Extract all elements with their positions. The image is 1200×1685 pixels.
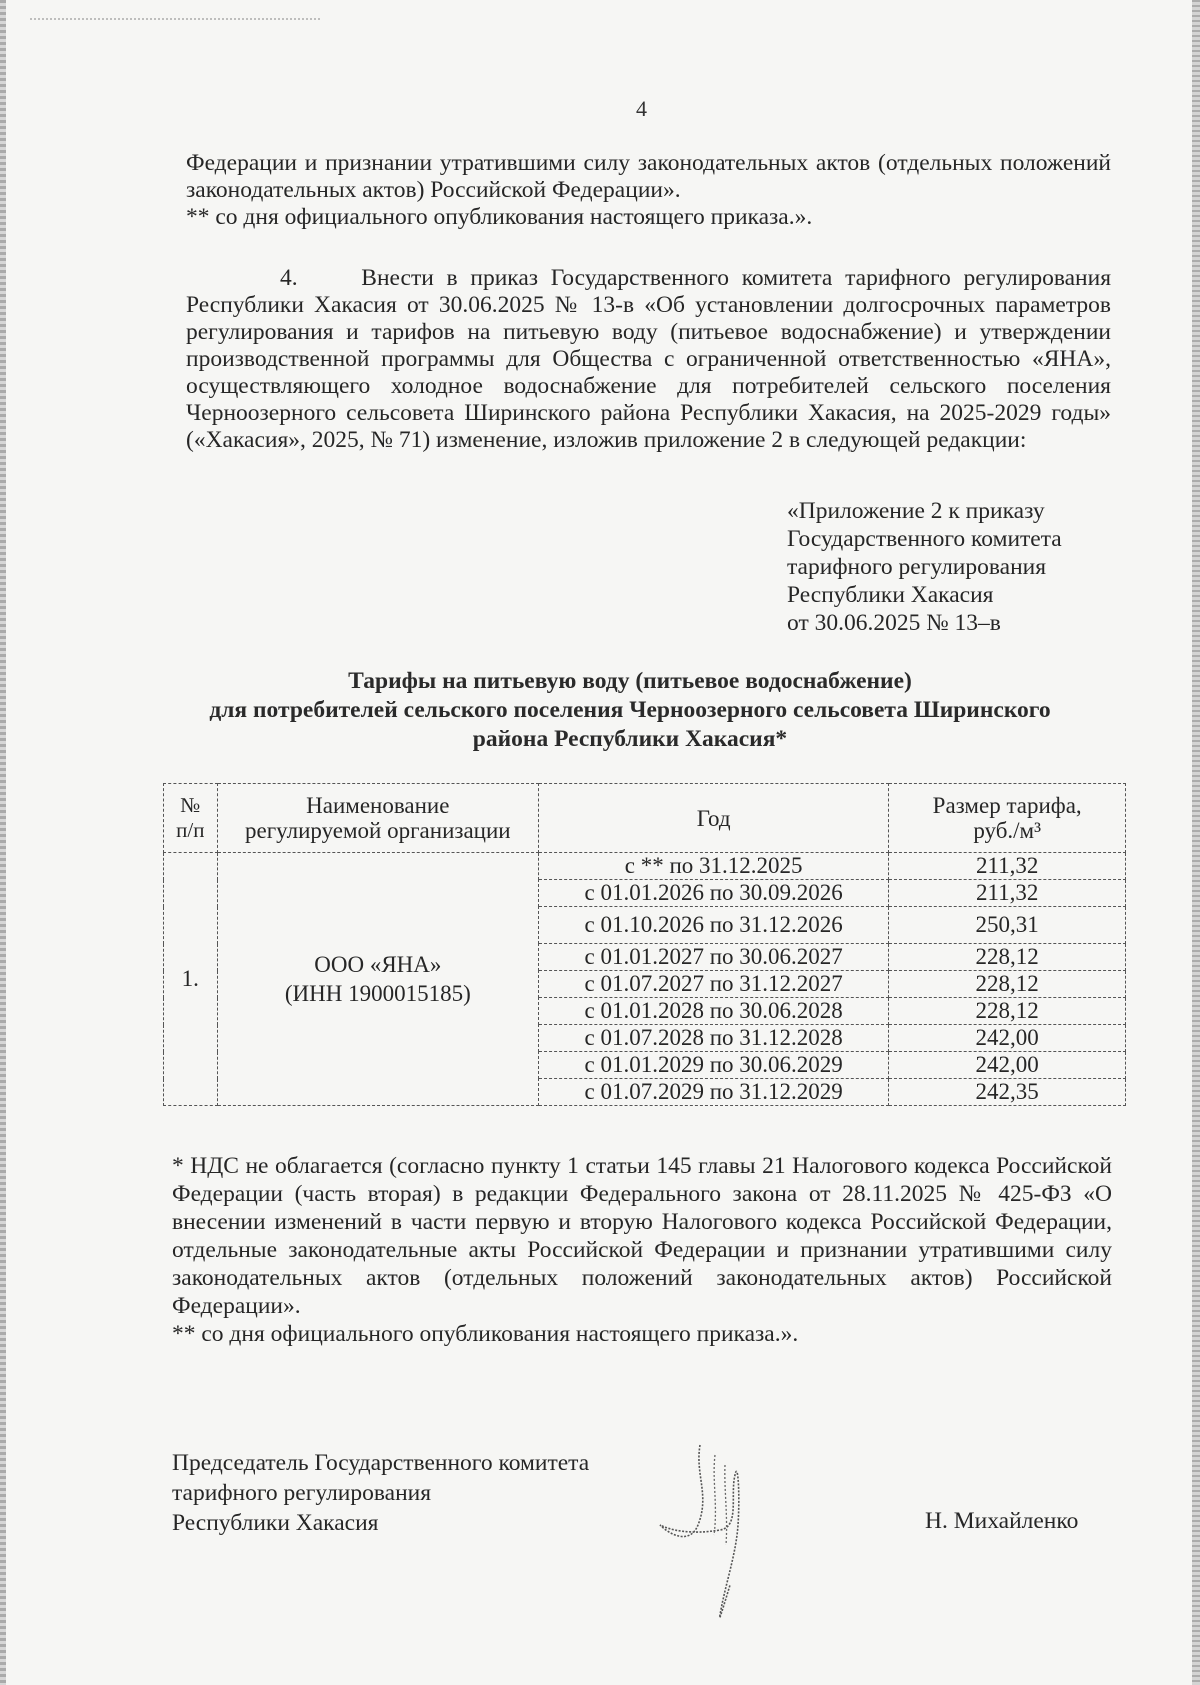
signer-name: Н. Михайленко	[925, 1508, 1079, 1534]
period-cell: с 01.01.2026 по 30.09.2026	[539, 880, 889, 907]
tariffs-table	[163, 783, 1126, 1106]
header-number	[164, 784, 218, 853]
signatory-title	[172, 1448, 589, 1538]
table-header-row	[164, 784, 1126, 853]
org-inn-line: (ИНН 1900015185)	[284, 981, 471, 1006]
item-text: Внести в приказ Государственного комитета тарифного регулирования Республики Хакасия от 30.06.2025 № 13-в «Об установлении долгосрочных параметров регулирования и тарифов на питьевую воду (питьевое водоснабжение) и утверждении производственной программы для Общества с ограниченной ответственностью «ЯНА», осуществляющего холодное водоснабжение для потребителей сельского поселения Черноозерного сельсовета Ширинского района Республики Хакасия, на 2025-2029 годы» («Хакасия», 2025, № 71) изменение, изложив приложение 2 в следующей редакции:	[186, 265, 1112, 453]
rate-cell: 228,12	[889, 998, 1126, 1025]
table-title-line: района Республики Хакасия*	[472, 726, 788, 752]
signatory-title-line: Республики Хакасия	[172, 1510, 379, 1536]
rate-cell: 228,12	[889, 971, 1126, 998]
scan-left-edge	[0, 0, 6, 1685]
scan-top-marks	[30, 18, 320, 22]
rate-cell: 242,00	[889, 1052, 1126, 1079]
appendix-line: Государственного комитета	[787, 526, 1062, 552]
header-number-line: №	[180, 793, 201, 817]
item-number: 4.	[280, 265, 298, 291]
table-title	[160, 667, 1100, 754]
appendix-line: «Приложение 2 к приказу	[787, 498, 1045, 524]
header-rate	[889, 784, 1126, 853]
rate-cell: 250,31	[889, 907, 1126, 944]
period-cell: с 01.07.2028 по 31.12.2028	[539, 1025, 889, 1052]
paragraph-line: ** со дня официального опубликования настоящего приказа.».	[186, 204, 813, 230]
signatory-title-line: Председатель Государственного комитета	[172, 1450, 590, 1476]
appendix-line: тарифного регулирования	[787, 554, 1047, 580]
table-title-line: для потребителей сельского поселения Черноозерного сельсовета Ширинского	[209, 697, 1051, 723]
rate-cell: 211,32	[889, 853, 1126, 880]
footnotes	[172, 1152, 1112, 1348]
period-cell: с 01.01.2028 по 30.06.2028	[539, 998, 889, 1025]
header-year: Год	[539, 784, 889, 853]
header-rate-line: Размер тарифа,	[932, 793, 1082, 818]
paragraph-item-4	[186, 265, 1111, 454]
period-cell: с 01.07.2027 по 31.12.2027	[539, 971, 889, 998]
period-cell: с 01.01.2027 по 30.06.2027	[539, 944, 889, 971]
row-number: 1.	[164, 853, 218, 1106]
header-rate-line: руб./м³	[973, 818, 1041, 843]
organization-name	[217, 853, 538, 1106]
footnote-vat: * НДС не облагается (согласно пункту 1 статьи 145 главы 21 Налогового кодекса Российской Федерации (часть вторая) в редакции Федерального закона от 28.11.2025 № 425-ФЗ «О внесении изменений в части первую и вторую Налогового кодекса Российской Федерации, отдельные законодательные акты Российской Федерации и признании утратившими силу законодательных актов (отдельных положений законодательных актов) Российской Федерации».	[172, 1153, 1112, 1319]
appendix-line: Республики Хакасия	[787, 582, 994, 608]
period-cell: с ** по 31.12.2025	[539, 853, 889, 880]
scan-right-edge	[1192, 0, 1200, 1685]
period-cell: с 01.01.2029 по 30.06.2029	[539, 1052, 889, 1079]
page-number: 4	[636, 96, 647, 121]
rate-cell: 211,32	[889, 880, 1126, 907]
appendix-note	[787, 497, 1062, 637]
org-name-line: ООО «ЯНА»	[314, 952, 442, 977]
period-cell: с 01.10.2026 по 31.12.2026	[539, 907, 889, 944]
header-number-line: п/п	[176, 818, 205, 842]
rate-cell: 242,00	[889, 1025, 1126, 1052]
table-row	[164, 853, 1126, 880]
header-org-line: регулируемой организации	[244, 818, 511, 843]
rate-cell: 228,12	[889, 944, 1126, 971]
signatory-title-line: тарифного регулирования	[172, 1480, 432, 1506]
paragraph-continuation	[186, 150, 1111, 231]
handwritten-signature-icon	[640, 1435, 790, 1635]
period-cell: с 01.07.2029 по 31.12.2029	[539, 1079, 889, 1106]
header-org-line: Наименование	[306, 793, 450, 818]
footnote-effective-date: ** со дня официального опубликования настоящего приказа.».	[172, 1321, 799, 1347]
rate-cell: 242,35	[889, 1079, 1126, 1106]
table-title-line: Тарифы на питьевую воду (питьевое водоснабжение)	[348, 668, 912, 694]
paragraph-line: Федерации и признании утратившими силу законодательных актов (отдельных положений законодательных актов) Российской Федерации».	[186, 150, 1111, 203]
header-organization	[217, 784, 538, 853]
appendix-line: от 30.06.2025 № 13–в	[787, 610, 1001, 636]
